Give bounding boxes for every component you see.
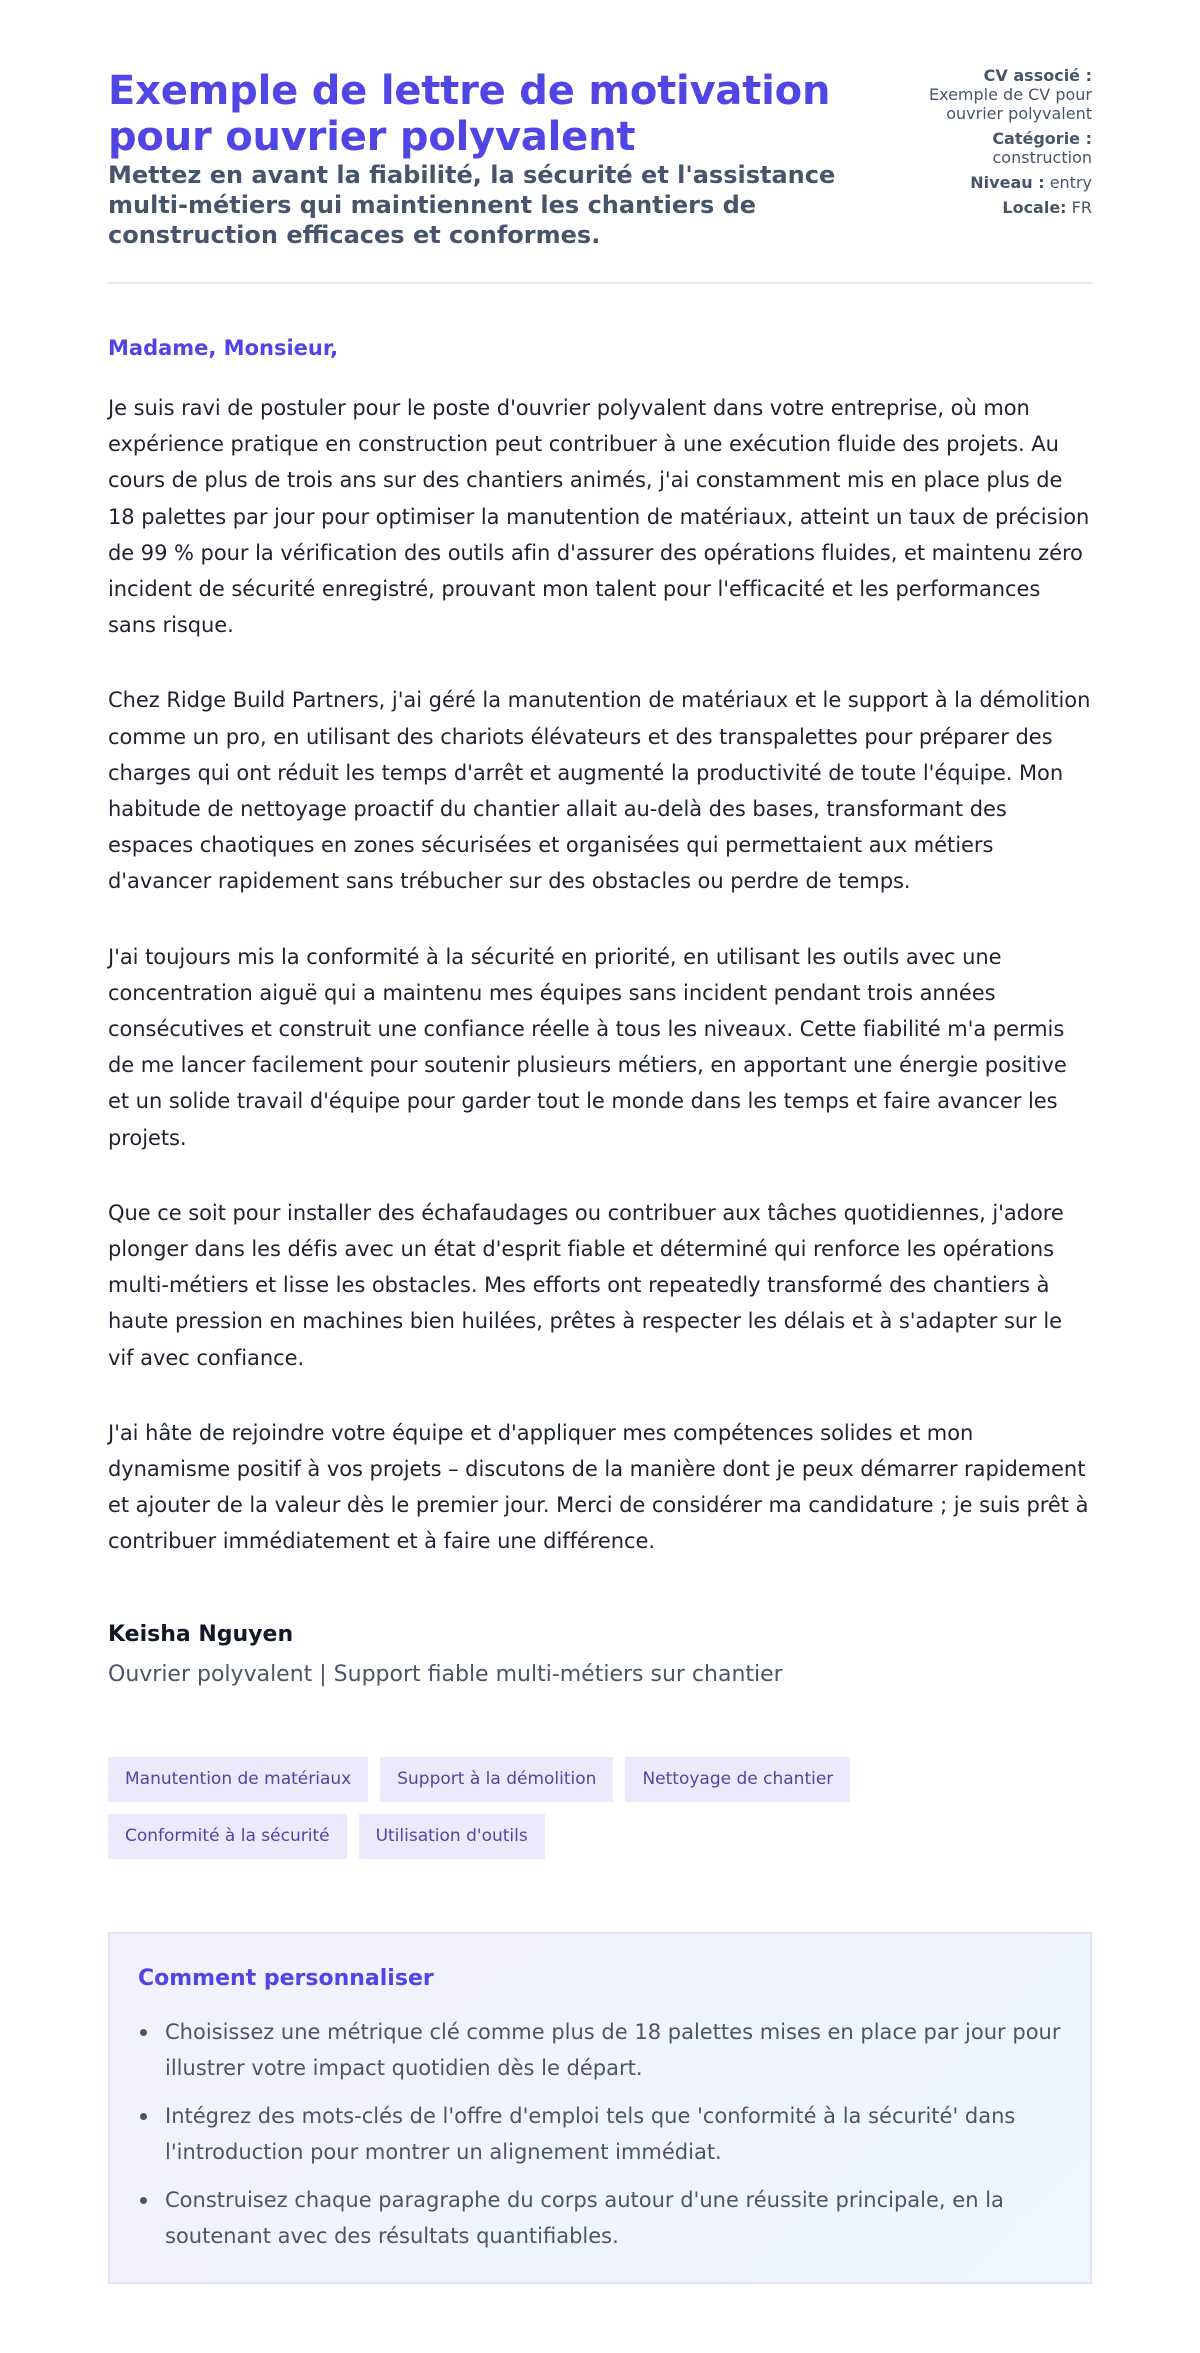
letter-paragraph: Je suis ravi de postuler pour le poste d'ouvrier polyvalent dans votre entreprise, où mon expérience pratique en construction peut contribuer à une exécution fluide des projets. Au cours de plus de trois ans sur des chantiers animés, j'ai constamment mis en place plus de 18 palettes par jour pour optimiser la manutention de matériaux, atteint un taux de précision de 99 % pour la vérification des outils afin d'assurer des opérations fluides, et maintenu zéro incident de sécurité enregistré, prouvant mon talent pour l'efficacité et les performances sans risque. <box>108 396 1090 638</box>
tips-list <box>138 2014 1062 2254</box>
letter-paragraph: Que ce soit pour installer des échafaudages ou contribuer aux tâches quotidiennes, j'adore plonger dans les défis avec un état d'esprit fiable et déterminé qui renforce les opérations multi-métiers et lisse les obstacles. Mes efforts ont repeatedly transformé des chantiers à haute pression en machines bien huilées, prêtes à respecter les délais et à s'adapter sur le vif avec confiance. <box>108 1200 1064 1370</box>
letter-paragraph: Chez Ridge Build Partners, j'ai géré la manutention de matériaux et le support à la démolition comme un pro, en utilisant des chariots élévateurs et des transpalettes pour préparer des charges qui ont réduit les temps d'arrêt et augmenté la productivité de toute l'équipe. Mon habitude de nettoyage proactif du chantier allait au-delà des bases, transformant des espaces chaotiques en zones sécurisées et organisées qui permettaient aux métiers d'avancer rapidement sans trébucher sur des obstacles ou perdre de temps. <box>108 688 1091 894</box>
customization-tips <box>108 1932 1092 2284</box>
header-main <box>108 68 908 250</box>
tips-item <box>138 2182 1062 2254</box>
tips-item-text: Intégrez des mots-clés de l'offre d'emploi tels que 'conformité à la sécurité' dans l'introduction pour montrer un alignement immédiat. <box>165 2104 1016 2164</box>
page-subtitle: Mettez en avant la fiabilité, la sécurité et l'assistance multi-métiers qui maintiennent les chantiers de construction efficaces et conformes. <box>108 161 836 249</box>
skill-tag: Manutention de matériaux <box>108 1757 368 1802</box>
meta-category-value: construction <box>992 148 1092 167</box>
bullet-icon <box>140 2029 147 2036</box>
meta-category <box>892 129 1092 167</box>
page-title: Exemple de lettre de motivation pour ouvrier polyvalent <box>108 68 831 160</box>
skill-tag: Conformité à la sécurité <box>108 1814 347 1859</box>
skill-tags <box>108 1757 1092 1859</box>
page-header <box>108 0 1092 284</box>
meta-category-label: Catégorie : <box>992 129 1092 148</box>
tips-item-text: Construisez chaque paragraphe du corps autour d'une réussite principale, en la soutenant avec des résultats quantifiables. <box>165 2188 1004 2248</box>
tips-title: Comment personnaliser <box>138 1966 434 1991</box>
meta-related-cv-label: CV associé : <box>983 66 1092 85</box>
tips-item-text: Choisissez une métrique clé comme plus de 18 palettes mises en place par jour pour illustrer votre impact quotidien dès le départ. <box>165 2020 1061 2080</box>
cover-letter-page <box>108 0 1092 2248</box>
meta-locale-value: FR <box>1071 198 1092 217</box>
skill-tag: Utilisation d'outils <box>359 1814 545 1859</box>
bullet-icon <box>140 2197 147 2204</box>
meta-related-cv <box>892 66 1092 123</box>
meta-locale-label: Locale: <box>1002 198 1067 217</box>
tips-item <box>138 2014 1062 2086</box>
skill-tag: Nettoyage de chantier <box>625 1757 850 1802</box>
meta-locale <box>892 198 1092 217</box>
letter-greeting: Madame, Monsieur, <box>108 336 339 360</box>
meta-related-cv-value: Exemple de CV pour ouvrier polyvalent <box>929 85 1092 123</box>
meta-level-label: Niveau : <box>970 173 1045 192</box>
signature-name: Keisha Nguyen <box>108 1622 294 1647</box>
letter-body <box>108 390 1092 1599</box>
meta-level <box>892 173 1092 192</box>
meta-panel <box>892 66 1092 223</box>
tips-item <box>138 2098 1062 2170</box>
bullet-icon <box>140 2113 147 2120</box>
skill-tag: Support à la démolition <box>380 1757 613 1802</box>
letter-paragraph: J'ai toujours mis la conformité à la sécurité en priorité, en utilisant les outils avec une concentration aiguë qui a maintenu mes équipes sans incident pendant trois années consécutives et construit une confiance réelle à tous les niveaux. Cette fiabilité m'a permis de me lancer facilement pour soutenir plusieurs métiers, en apportant une énergie positive et un solide travail d'équipe pour garder tout le monde dans les temps et faire avancer les projets. <box>108 944 1067 1150</box>
signature-block <box>108 1620 783 1690</box>
signature-title: Ouvrier polyvalent | Support fiable multi-métiers sur chantier <box>108 1662 783 1687</box>
meta-level-value: entry <box>1049 173 1092 192</box>
letter-paragraph: J'ai hâte de rejoindre votre équipe et d'appliquer mes compétences solides et mon dynamisme positif à vos projets – discutons de la manière dont je peux démarrer rapidement et ajouter de la valeur dès le premier jour. Merci de considérer ma candidature ; je suis prêt à contribuer immédiatement et à faire une différence. <box>108 1420 1089 1554</box>
